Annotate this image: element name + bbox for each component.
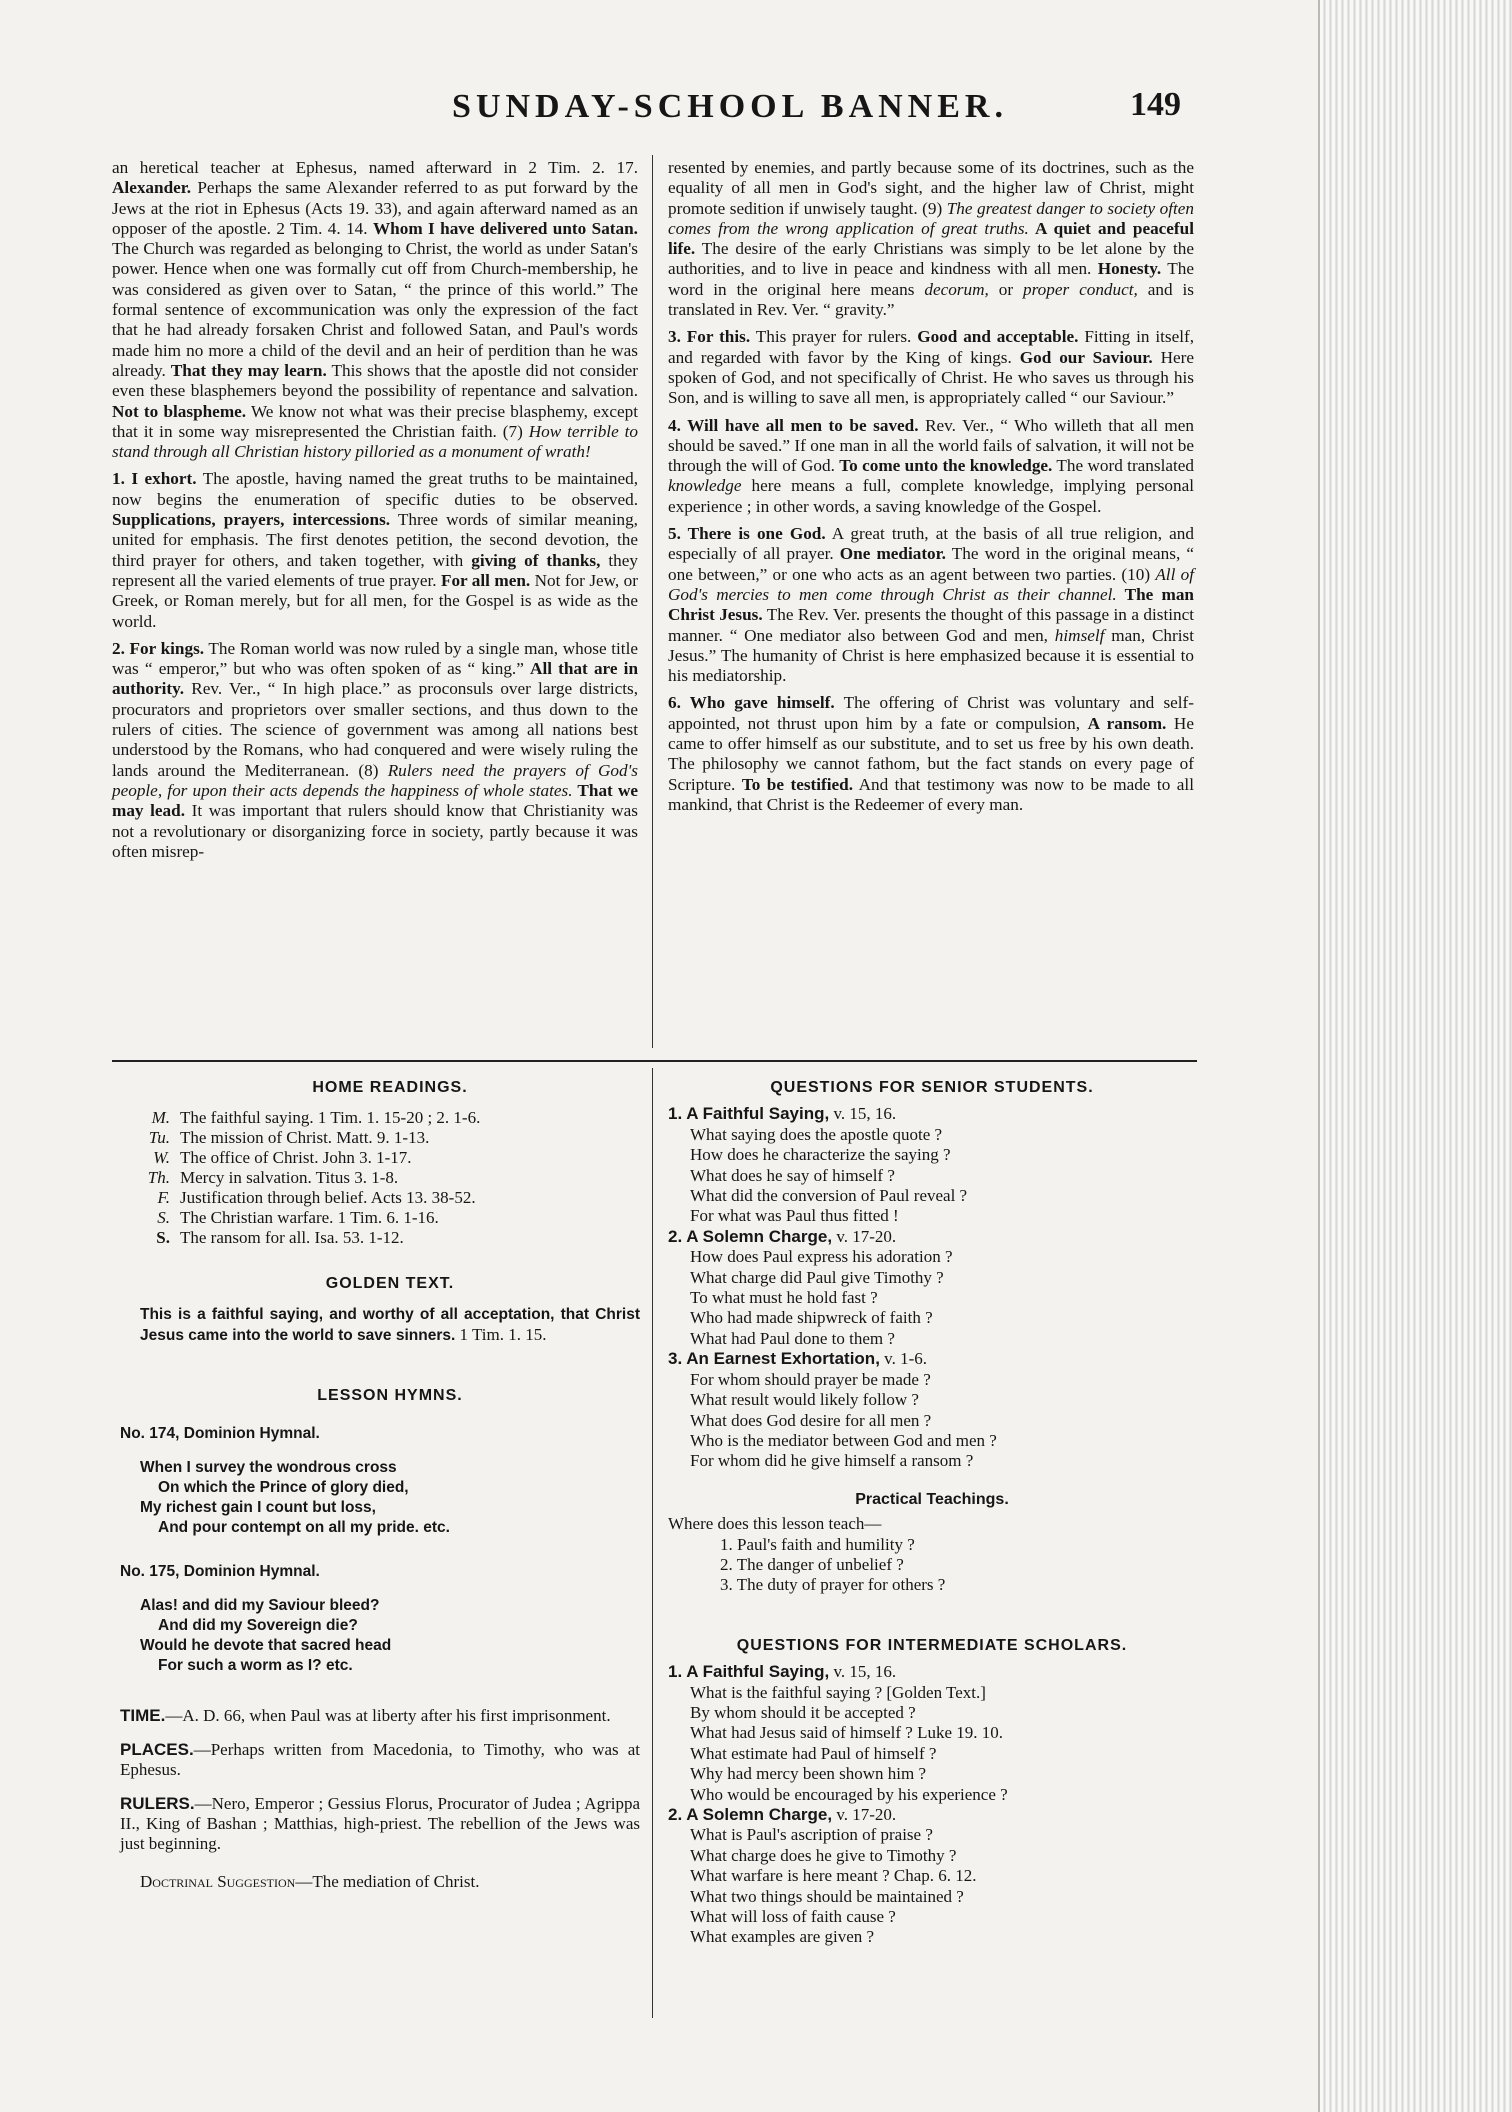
- places-note: PLACES.—Perhaps written from Macedonia, to Timothy, who was at Ephesus.: [120, 1740, 640, 1779]
- page-number: 149: [1130, 86, 1181, 123]
- practical-intro: Where does this lesson teach—: [668, 1514, 882, 1534]
- paragraph-will-have-all-men: 4. Will have all men to be saved. Rev. Ver., “ Who willeth that all men should be saved.” If one man in all the world fails of salvation, it will not be through the will of God. To come unto the knowledge. The word translated knowledge here means a full, complete knowledge, implying personal experience ; in other words, a saving knowledge of the Gospel.: [668, 415, 1194, 516]
- reading-item: S. The ransom for all. Isa. 53. 1-12.: [156, 1228, 404, 1247]
- paragraph-who-gave-himself: 6. Who gave himself. The offering of Christ was voluntary and self-appointed, not thrust upon him by a fate or compulsion, A ransom. He came to offer himself as our substitute, and to set us free by his own death. The philosophy we cannot fathom, but the fact stands on every page of Scripture. To be testified. And that testimony was now to be made to all mankind, that Christ is the Redeemer of every man.: [668, 693, 1194, 814]
- column-divider: [652, 1068, 653, 2018]
- hymn-title: No. 175, Dominion Hymnal.: [120, 1563, 320, 1580]
- practical-item: 3. The duty of prayer for others ?: [720, 1575, 946, 1595]
- home-readings-list: [140, 1108, 640, 1248]
- column-divider: [652, 155, 653, 1048]
- reading-item: W. The office of Christ. John 3. 1-17.: [153, 1148, 412, 1167]
- time-note: TIME.—A. D. 66, when Paul was at liberty after his first imprisonment.: [120, 1706, 611, 1725]
- golden-text-heading: GOLDEN TEXT.: [325, 1275, 455, 1292]
- reading-item: M. The faithful saying. 1 Tim. 1. 15-20 ; 2. 1-6.: [151, 1108, 481, 1127]
- left-column-commentary: [112, 158, 638, 862]
- home-readings-heading: HOME READINGS.: [312, 1079, 468, 1096]
- hymn-title: No. 174, Dominion Hymnal.: [120, 1425, 320, 1442]
- lesson-hymns-heading: LESSON HYMNS.: [317, 1387, 463, 1404]
- hymn-verse: Alas! and did my Saviour bleed? And did my Sovereign die? Would he devote that sacred head For such a worm as I? etc.: [140, 1597, 392, 1674]
- senior-section: 1. A Faithful Saying, v. 15, 16. What saying does the apostle quote ? How does he characterize the saying ? What does he say of himself ? What did the conversion of Paul reveal ? For what was Paul thus fitted !: [668, 1104, 968, 1226]
- running-title: SUNDAY-SCHOOL BANNER.: [452, 88, 1008, 125]
- reading-item: F. Justification through belief. Acts 13. 38-52.: [157, 1188, 476, 1207]
- senior-section: 2. A Solemn Charge, v. 17-20. How does Paul express his adoration ? What charge did Paul give Timothy ? To what must he hold fast ? Who had made shipwreck of faith ? What had Paul done to them ?: [668, 1226, 953, 1348]
- intermediate-section: 2. A Solemn Charge, v. 17-20. What is Paul's ascription of praise ? What charge does he give to Timothy ? What warfare is here meant ? Chap. 6. 12. What two things should be maintained ? What will loss of faith cause ? What examples are given ?: [668, 1805, 977, 1947]
- right-column-commentary: [668, 158, 1194, 815]
- senior-questions-heading: QUESTIONS FOR SENIOR STUDENTS.: [770, 1079, 1094, 1096]
- senior-section: 3. An Earnest Exhortation, v. 1-6. For whom should prayer be made ? What result would likely follow ? What does God desire for all men ? Who is the mediator between God and men ? For whom did he give himself a ransom ?: [668, 1349, 997, 1471]
- paragraph-resented: resented by enemies, and partly because some of its doctrines, such as the equality of all men in God's sight, and the higher law of Christ, might promote sedition if unwisely taught. (9) The greatest danger to society often comes from the wrong application of great truths. A quiet and peaceful life. The desire of the early Christians was simply to be let alone by the authorities, and to live in peace and kindness with all men. Honesty. The word in the original here means decorum, or proper conduct, and is translated in Rev. Ver. “ gravity.”: [668, 158, 1195, 320]
- paragraph-i-exhort: 1. I exhort. The apostle, having named the great truths to be maintained, now begins the enumeration of specific duties to be observed. Supplications, prayers, intercessions. Three words of similar meaning, united for emphasis. The first denotes petition, the second devotion, the third prayer for others, and taken together, with giving of thanks, they represent all the varied elements of true prayer. For all men. Not for Jew, or Greek, or Roman merely, but for all men, for the Gospel is as wide as the world.: [112, 469, 638, 631]
- section-rule: [112, 1060, 1197, 1062]
- paragraph-for-kings: 2. For kings. The Roman world was now ruled by a single man, whose title was “ emperor,” but who was often spoken of as “ king.” All that are in authority. Rev. Ver., “ In high place.” as proconsuls over large districts, procurators and proprietors over smaller sections, and thus down to the rulers of cities. The science of government was among all nations best understood by the Romans, who had conquered and were wisely ruling the lands around the Mediterranean. (8) Rulers need the prayers of God's people, for upon their acts depends the happiness of whole states. That we may lead. It was important that rulers should know that Christianity was not a revolutionary or disorganizing force in society, partly because it was often misrep-: [112, 638, 638, 861]
- lesson-helps-right: [668, 1078, 1196, 1948]
- golden-text: This is a faithful saying, and worthy of all acceptation, that Christ Jesus came into the world to save sinners. 1 Tim. 1. 15.: [140, 1306, 640, 1344]
- rulers-note: RULERS.—Nero, Emperor ; Gessius Florus, Procurator of Judea ; Agrippa II., King of Bashan ; Matthias, high-priest. The rebellion of the Jews was just beginning.: [120, 1794, 640, 1853]
- reading-item: Tu. The mission of Christ. Matt. 9. 1-13.: [148, 1128, 430, 1147]
- paragraph-alexander: an heretical teacher at Ephesus, named afterward in 2 Tim. 2. 17. Alexander. Perhaps the same Alexander referred to as put forward by the Jews at the riot in Ephesus (Acts 19. 33), and again afterward named as an opposer of the apostle. 2 Tim. 4. 14. Whom I have delivered unto Satan. The Church was regarded as belonging to Christ, the world as under Satan's power. Hence when one was formally cut off from Church-membership, he was considered as given over to Satan, “ the prince of this world.” The formal sentence of excommunication was only the expression of the fact that he had already forsaken Christ and followed Satan, and Paul's words made him no more a child of the devil and an heir of perdition than he was already. That they may learn. This shows that the apostle did not consider even these blasphemers beyond the possibility of repentance and salvation. Not to blaspheme. We know not what was their precise blasphemy, except that it in some way misrepresented the Christian faith. (7) How terrible to stand through all Christian history pilloried as a monument of wrath!: [112, 158, 638, 462]
- paragraph-one-god: 5. There is one God. A great truth, at the basis of all true religion, and especially of all prayer. One mediator. The word in the original means, “ one between,” or one who acts as an agent between two parties. (10) All of God's mercies to men come through Christ as their channel. The man Christ Jesus. The Rev. Ver. presents the thought of this passage in a distinct manner. “ One mediator also between God and men, himself man, Christ Jesus.” The humanity of Christ is here emphasized because it is essential to his mediatorship.: [668, 524, 1194, 686]
- page-edge-stack: [1318, 0, 1512, 2112]
- practical-item: 1. Paul's faith and humility ?: [720, 1534, 915, 1554]
- reading-item: S. The Christian warfare. 1 Tim. 6. 1-16.: [157, 1208, 439, 1227]
- reading-item: Th. Mercy in salvation. Titus 3. 1-8.: [147, 1168, 399, 1187]
- doctrinal-suggestion: Doctrinal Suggestion—The mediation of Christ.: [140, 1872, 480, 1891]
- intermediate-section: 1. A Faithful Saying, v. 15, 16. What is the faithful saying ? [Golden Text.] By whom should it be accepted ? What had Jesus said of himself ? Luke 19. 10. What estimate had Paul of himself ? Why had mercy been shown him ? Who would be encouraged by his experience ?: [668, 1662, 1008, 1804]
- intermediate-questions-heading: QUESTIONS FOR INTERMEDIATE SCHOLARS.: [736, 1636, 1128, 1654]
- practical-item: 2. The danger of unbelief ?: [720, 1554, 904, 1574]
- practical-teachings-heading: Practical Teachings.: [855, 1490, 1009, 1508]
- lesson-helps-left: [120, 1078, 640, 1892]
- paragraph-for-this: 3. For this. This prayer for rulers. Good and acceptable. Fitting in itself, and regarded with favor by the King of kings. God our Saviour. Here spoken of God, and not specifically of Christ. He who saves us through his Son, and is willing to save all men, is appropriately called “ our Saviour.”: [668, 327, 1194, 408]
- hymn-verse: When I survey the wondrous cross On which the Prince of glory died, My richest gain I count but loss, And pour contempt on all my pride. etc.: [140, 1459, 450, 1536]
